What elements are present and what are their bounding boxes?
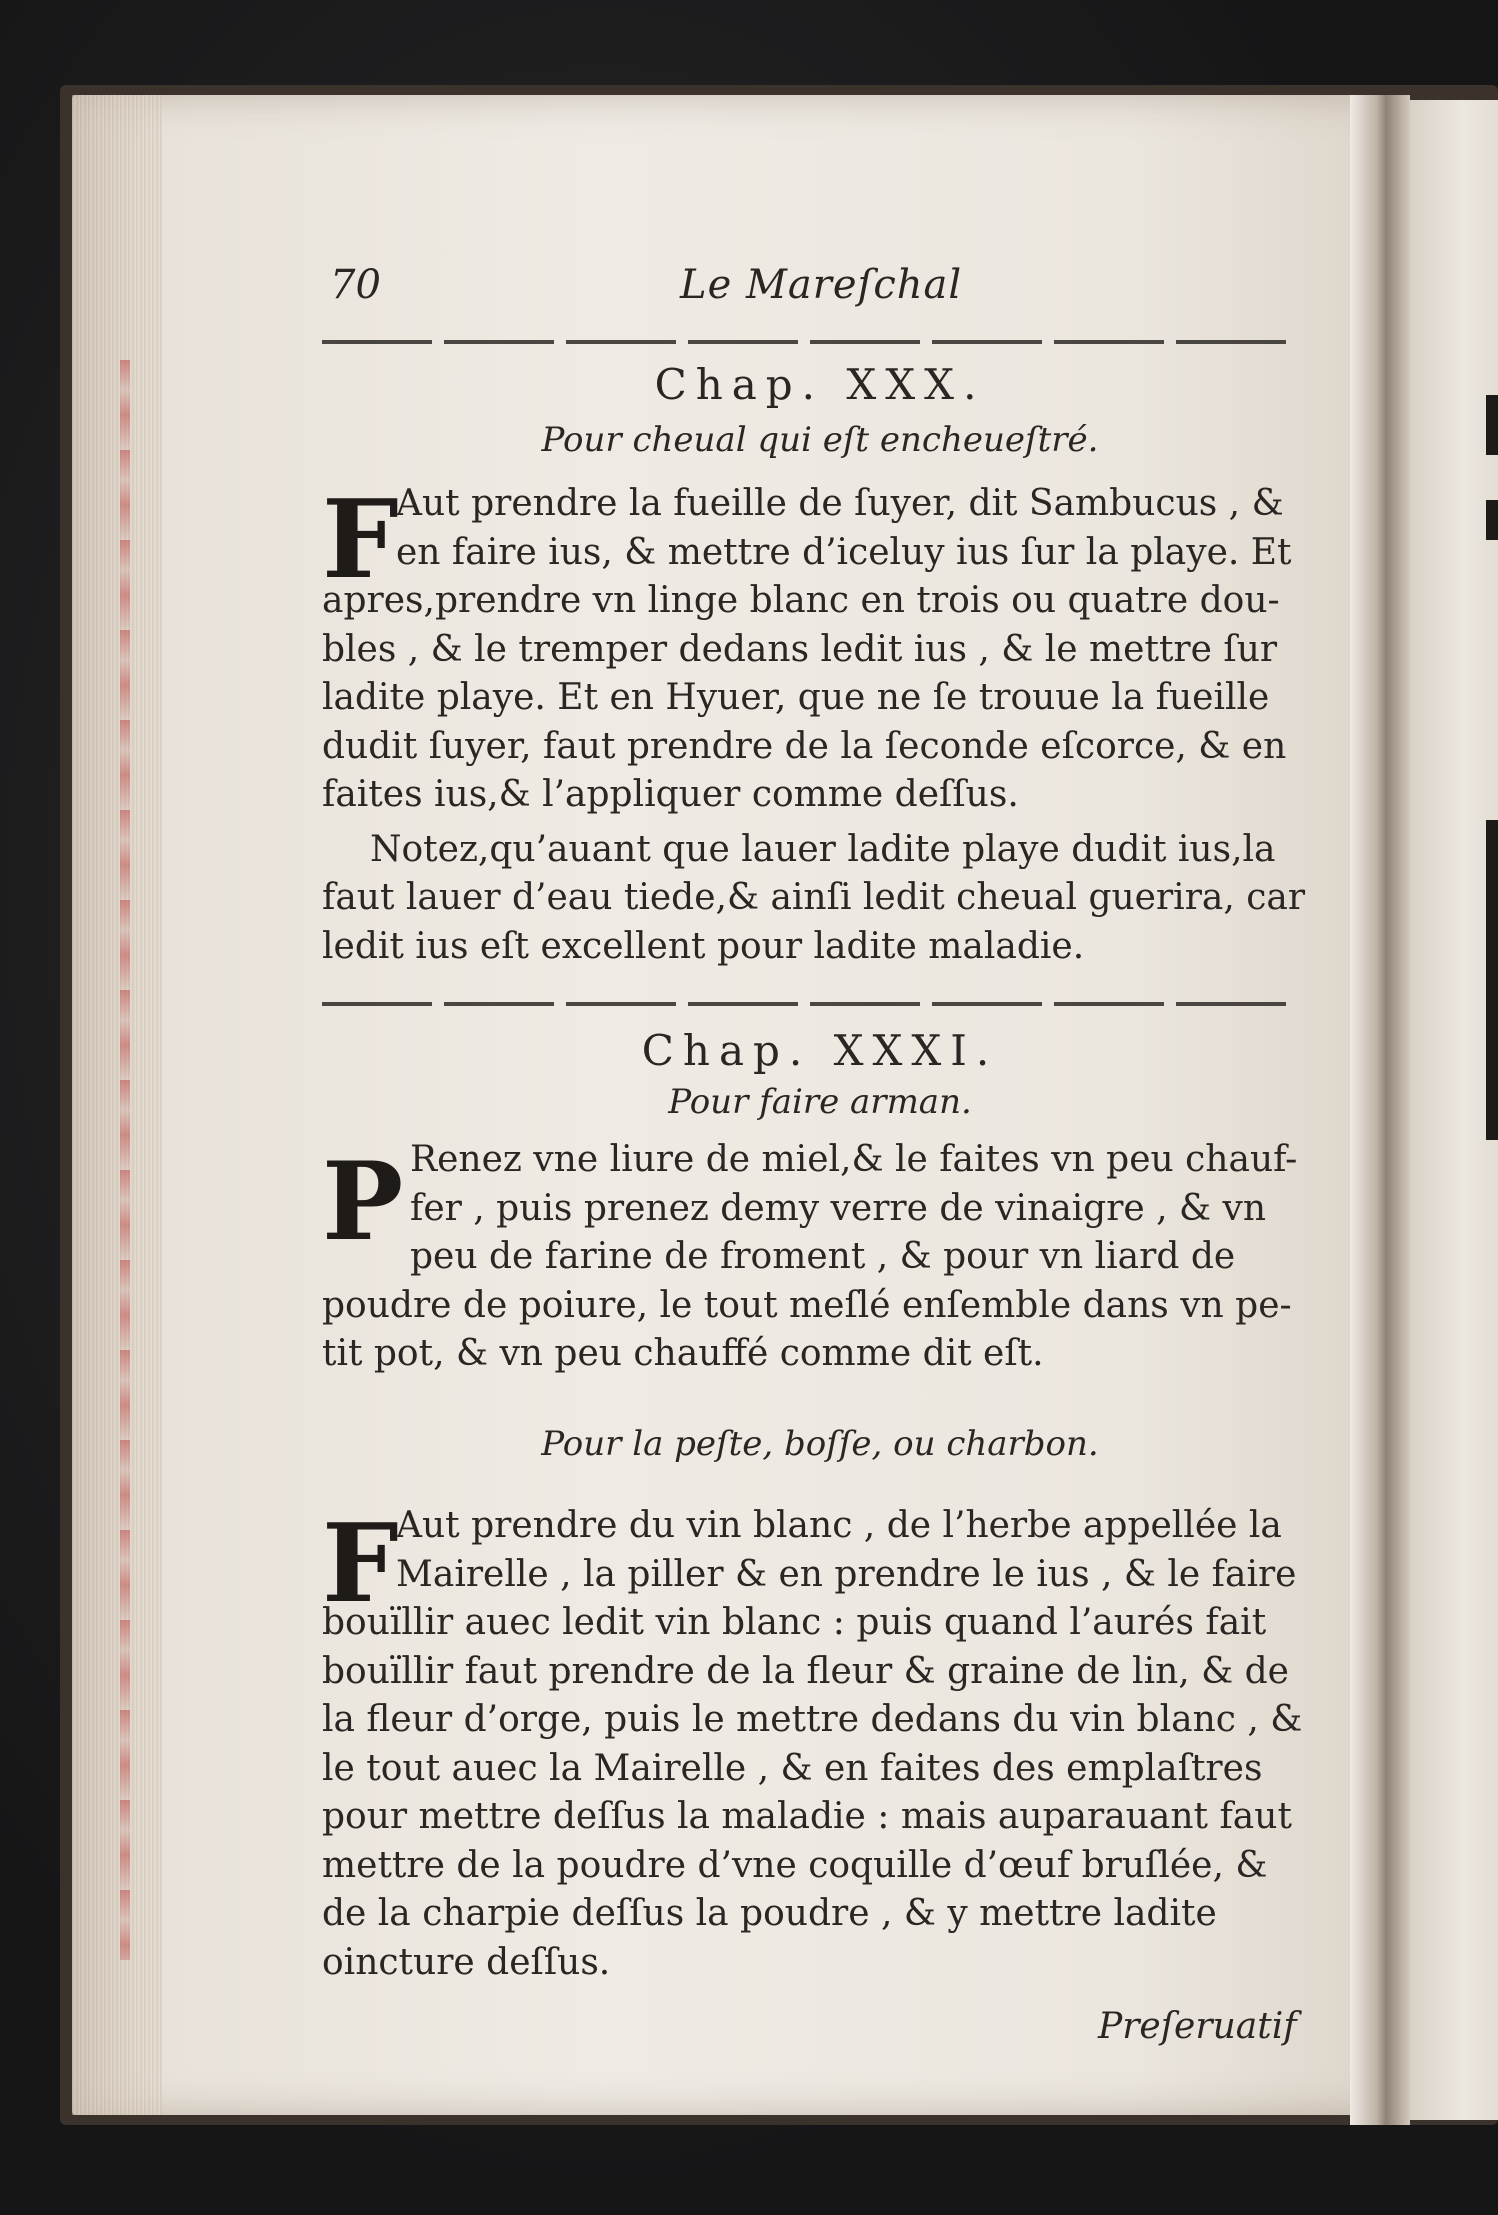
- chapter-30-note-line: ledit ius eſt excellent pour ladite maladie.: [322, 926, 1085, 967]
- page-fore-edge: [72, 95, 162, 2115]
- catchword: Preſeruatif: [1098, 2006, 1297, 2047]
- peste-line: bouïllir faut prendre de la fleur & graine de lin, & de: [322, 1651, 1289, 1692]
- peste-line: Aut prendre du vin blanc , de l’herbe appellée la: [396, 1505, 1282, 1546]
- peste-line: Mairelle , la piller & en prendre le ius , & le faire: [396, 1554, 1297, 1595]
- header-rule: [322, 340, 1298, 344]
- facing-page-ink-mark: [1486, 395, 1498, 455]
- chapter-30-line: bles , & le tremper dedans ledit ius , & le mettre ſur: [322, 629, 1278, 670]
- chapter-30-line: faites ius,& l’appliquer comme deſſus.: [322, 774, 1019, 815]
- chapter-30-line: en faire ius, & mettre d’iceluy ius ſur la playe. Et: [396, 532, 1292, 573]
- peste-line: oincture deſſus.: [322, 1942, 611, 1983]
- chapter-31-line: fer , puis prenez demy verre de vinaigre , & vn: [410, 1188, 1267, 1229]
- peste-subtitle: Pour la peſte, boſſe, ou charbon.: [541, 1424, 1099, 1464]
- peste-line: mettre de la poudre d’vne coquille d’œuf bruſlée, &: [322, 1845, 1268, 1886]
- chapter-31-line: poudre de poiure, le tout meſlé enſemble dans vn pe-: [322, 1285, 1292, 1326]
- chapter-31-line: peu de farine de froment , & pour vn liard de: [410, 1236, 1236, 1277]
- chapter-31-line: Renez vne liure de miel,& le faites vn peu chauf-: [410, 1139, 1298, 1180]
- peste-line: la fleur d’orge, puis le mettre dedans du vin blanc , &: [322, 1699, 1303, 1740]
- chapter-30-line: ladite playe. Et en Hyuer, que ne ſe trouue la fueille: [322, 677, 1270, 718]
- peste-drop-cap: F: [322, 1501, 399, 1627]
- red-edge-stain: [120, 360, 130, 1960]
- chapter-30-line: apres,prendre vn linge blanc en trois ou quatre dou-: [322, 580, 1280, 621]
- running-title: Le Mareſchal: [680, 262, 963, 308]
- chapter-30-line: Aut prendre la fueille de ſuyer, dit Sambucus , &: [396, 483, 1284, 524]
- chapter-30-title: Chap. XXX.: [654, 360, 986, 409]
- chapter-30-subtitle: Pour cheual qui eſt encheueſtré.: [541, 420, 1099, 460]
- peste-line: bouïllir auec ledit vin blanc : puis quand l’aurés fait: [322, 1602, 1267, 1643]
- chapter-30-note-line: faut lauer d’eau tiede,& ainſi ledit cheual guerira, car: [322, 877, 1306, 918]
- facing-page-edge: [1410, 100, 1498, 2120]
- book-gutter: [1350, 95, 1410, 2125]
- peste-line: le tout auec la Mairelle , & en faites des emplaſtres: [322, 1748, 1263, 1789]
- peste-line: pour mettre deſſus la maladie : mais auparauant faut: [322, 1796, 1292, 1837]
- chapter-30-drop-cap: F: [322, 477, 399, 603]
- peste-line: de la charpie deſſus la poudre , & y mettre ladite: [322, 1893, 1217, 1934]
- facing-page-ink-block: [1486, 820, 1498, 1140]
- chapter-31-title: Chap. XXXI.: [641, 1026, 999, 1075]
- facing-page-ink-mark: [1486, 500, 1498, 540]
- chapter-31-drop-cap: P: [322, 1139, 404, 1265]
- section-rule: [322, 1002, 1288, 1006]
- chapter-31-line: tit pot, & vn peu chauffé comme dit eſt.: [322, 1333, 1044, 1374]
- page-number: 70: [330, 262, 381, 308]
- chapter-30-line: dudit ſuyer, faut prendre de la ſeconde eſcorce, & en: [322, 726, 1287, 767]
- chapter-30-note-line: Notez,qu’auant que lauer ladite playe dudit ius,la: [370, 829, 1276, 870]
- chapter-31-subtitle: Pour faire arman.: [668, 1082, 972, 1122]
- running-head: [330, 262, 1330, 322]
